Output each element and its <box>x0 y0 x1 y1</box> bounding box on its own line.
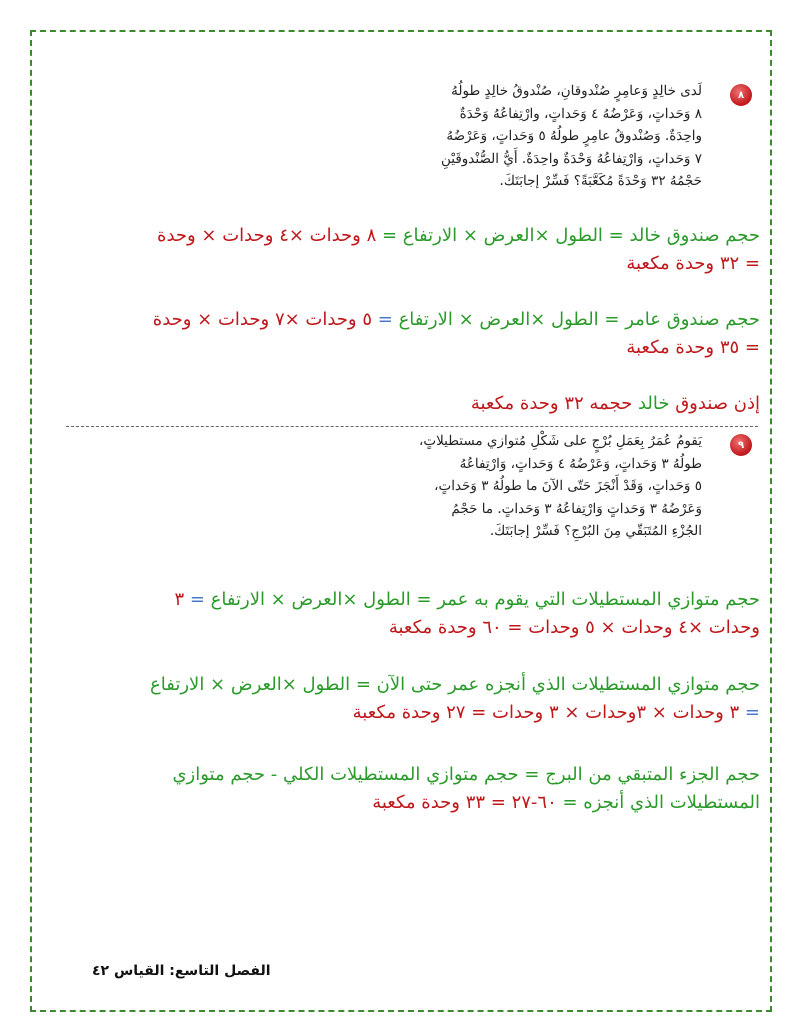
problem-line: ٨ وَحَداتٍ، وَعَرْضُهُ ٤ وَحَداتٍ، وارْتِفاعُهُ وَحْدَةٌ <box>459 105 702 122</box>
solution-omar-done <box>66 671 760 727</box>
equation-values: ٥ وحدات ×٧ وحدات × وحدة <box>152 309 373 330</box>
conclusion-text: حجمه ٣٢ وحدة مكعبة <box>470 393 638 414</box>
problem-line: لَدى خالِدٍ وَعامِرٍ صُنْدوقانِ، صُنْدوقُ خالِدٍ طولُهُ <box>451 83 702 99</box>
equation-result: = ٣٥ وحدة مكعبة <box>626 337 760 358</box>
equals-sign: = <box>739 702 760 723</box>
problem-line: طولُهُ ٣ وَحَداتٍ، وَعَرْضُهُ ٤ وَحَداتٍ، وَارْتِفاعُهُ <box>459 455 702 472</box>
equation-values: ٨ وحدات ×٤ وحدات × وحدة <box>157 225 377 246</box>
problem-line: ٧ وَحَداتٍ، وَارْتِفاعُهُ وَحْدَةٌ واحِدَةٌ. أَيُّ الصُّنْدوقَيْنِ <box>440 150 702 167</box>
solution-khaled <box>66 222 760 278</box>
problem-number-badge: ٩ <box>730 434 752 456</box>
equation-result: = ٣٢ وحدة مكعبة <box>626 253 760 274</box>
problem-number-badge: ٨ <box>730 84 752 106</box>
problem-line: يَقومُ عُمَرُ بِعَمَلِ بُرْجٍ على شَكْلِ مُتوازي مستطيلاتٍ، <box>419 433 702 449</box>
problem-line: واحِدَةٌ. وَصُنْدوقُ عامِرٍ طولُهُ ٥ وَحَداتٍ، وَعَرْضُهُ <box>446 128 702 144</box>
problem-line: حَجْمُهُ ٣٢ وَحْدَةً مُكَعَّبَةً؟ فَسِّرْ إجابَتَكَ. <box>499 173 702 189</box>
equation-result: ٣ وحدات × ٣وحدات × ٣ وحدات = ٢٧ وحدة مكعبة <box>352 702 740 723</box>
equals-sign: = <box>184 589 211 610</box>
problem-text <box>282 80 702 193</box>
solution-conclusion <box>66 390 760 418</box>
chapter-label: الفصل التاسع: <box>169 963 271 979</box>
problem-line: وَعَرْضُهُ ٣ وَحَداتٍ وَارْتِفاعُهُ ٣ وَحَداتٍ. ما حَجْمُ <box>451 500 702 517</box>
equation-text: حجم الجزء المتبقي من البرج = حجم متوازي المستطيلات الكلي - حجم متوازي <box>172 764 760 785</box>
conclusion-highlight: خالد <box>637 393 670 414</box>
page-number: ٤٢ <box>92 963 110 979</box>
equation-text: المستطيلات الذي أنجزه = <box>556 792 760 813</box>
problem-line: ٥ وَحَداتٍ، وَقَدْ أَنْجَزَ حَتّى الآنَ ما طولُهُ ٣ وَحَداتٍ، <box>434 478 702 494</box>
solution-remaining <box>66 761 760 817</box>
equation-text: حجم متوازي المستطيلات التي يقوم به عمر = الطول ×العرض × الارتفاع <box>210 589 760 610</box>
problem-line: الجُزْءِ المُتَبَقّي مِنَ البُرْجِ؟ فَسِّرْ إجابَتَكَ. <box>489 523 702 539</box>
section-divider <box>66 426 758 427</box>
solution-amer <box>66 306 760 362</box>
equation-result: وحدات ×٤ وحدات × ٥ وحدات = ٦٠ وحدة مكعبة <box>388 617 760 638</box>
problem-text <box>282 430 702 543</box>
solution-omar-total <box>66 586 760 642</box>
equation-text: حجم صندوق خالد = الطول ×العرض × الارتفاع = <box>376 225 760 246</box>
equation-result: ٦٠-٢٧ = ٣٣ وحدة مكعبة <box>372 792 557 813</box>
equation-values: ٣ <box>174 589 185 610</box>
conclusion-text: إذن صندوق <box>669 393 760 414</box>
equation-text: حجم صندوق عامر = الطول ×العرض × الارتفاع <box>398 309 760 330</box>
page-footer <box>48 963 271 979</box>
chapter-name: القياس <box>113 963 165 979</box>
equals-sign: = <box>372 309 399 330</box>
equation-text: حجم متوازي المستطيلات الذي أنجزه عمر حتى الآن = الطول ×العرض × الارتفاع <box>150 674 760 695</box>
